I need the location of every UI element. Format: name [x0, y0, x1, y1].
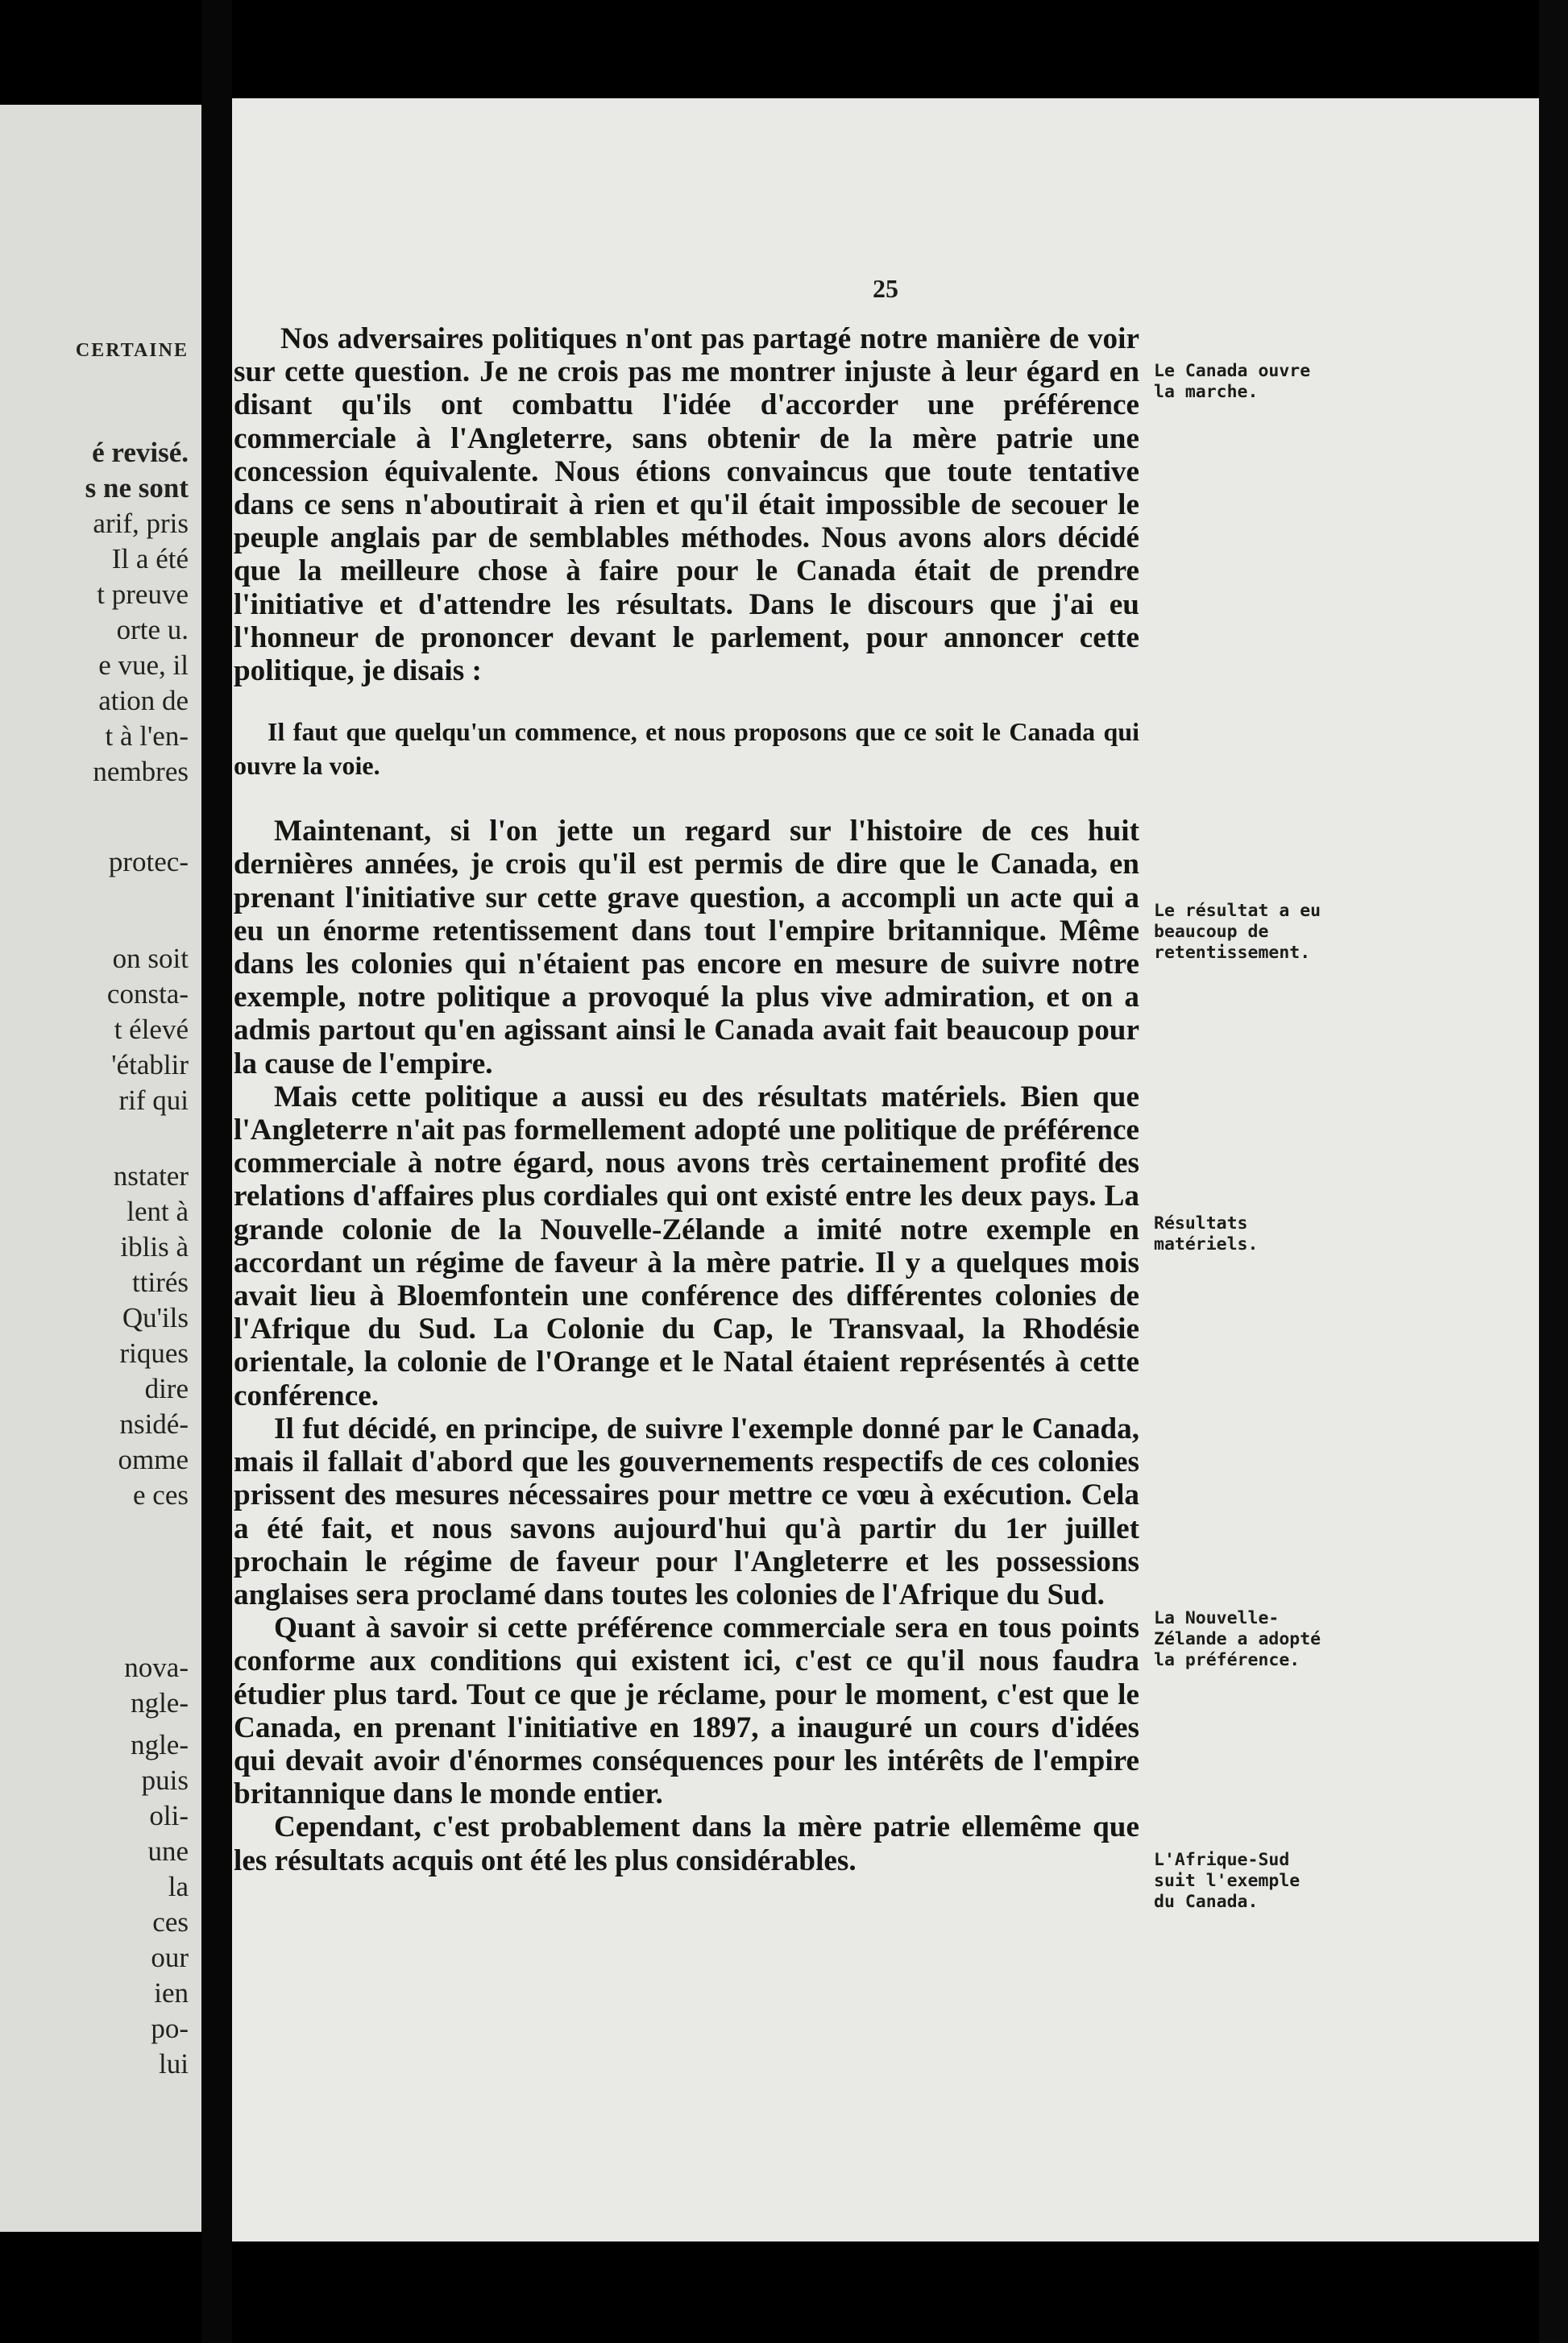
left-fragment: consta-	[106, 978, 189, 1010]
left-running-head: CERTAINE	[75, 340, 189, 361]
left-fragment: ngle-	[131, 1687, 189, 1719]
left-fragment: une	[147, 1835, 189, 1867]
margin-note: Le résultat a eu beaucoup de retentissement.	[1154, 901, 1321, 963]
left-page-text-column	[0, 105, 198, 2232]
margin-note: L'Afrique-Sud suit l'exemple du Canada.	[1154, 1850, 1300, 1912]
left-fragment: arif, pris	[93, 508, 189, 539]
left-fragment: dire	[144, 1373, 189, 1404]
left-fragment: on soit	[112, 943, 189, 974]
left-fragment: é revisé.	[92, 437, 189, 468]
margin-note: Le Canada ouvre la marche.	[1154, 361, 1311, 402]
body-paragraph: Il fut décidé, en principe, de suivre l'exemple donné par le Canada, mais il fallait d'abord que les gouvernements respectifs de ces colonies prissent des mesures nécessaires pour mettre ce vœu à exécution. Cela a été fait, et nous savons aujourd'hui qu'à partir du 1er juillet prochain le régime de faveur pour l'Angleterre et les possessions anglaises sera proclamé dans toutes les colonies de l'Afrique du Sud.	[234, 1412, 1139, 1611]
left-fragment: Qu'ils	[122, 1302, 189, 1333]
left-fragment: t élevé	[114, 1014, 189, 1045]
margin-note: Résultats matériels.	[1154, 1213, 1259, 1254]
left-fragment: t à l'en-	[105, 720, 189, 752]
left-fragment: 'établir	[111, 1049, 189, 1080]
left-fragment: ation de	[98, 685, 189, 716]
left-fragment: e ces	[133, 1479, 189, 1511]
left-fragment: omme	[118, 1444, 189, 1475]
left-page-fragment	[0, 105, 201, 2232]
left-fragment: lui	[159, 2048, 189, 2080]
left-fragment: la	[168, 1871, 189, 1902]
scan-right-edge	[1539, 0, 1568, 2343]
left-fragment: nstater	[113, 1160, 189, 1192]
left-fragment: s ne sont	[85, 472, 189, 504]
left-fragment: puis	[141, 1765, 189, 1796]
margin-note: La Nouvelle-Zélande a adopté la préférence.	[1154, 1608, 1321, 1670]
left-fragment: iblis à	[120, 1231, 189, 1263]
body-paragraph: Mais cette politique a aussi eu des résultats matériels. Bien que l'Angleterre n'ait pas formellement adopté une politique de préférence commerciale à notre égard, nous avons très certainement profité des relations d'affaires plus cordiales qui ont existé entre les deux pays. La grande colonie de la Nouvelle-Zélande a imité notre exemple en accordant un régime de faveur à la mère patrie. Il y a quelques mois avait lieu à Bloemfontein une conférence des différentes colonies de l'Afrique du Sud. La Colonie du Cap, le Transvaal, la Rhodésie orientale, la colonie de l'Orange et le Natal étaient représentés à cette conférence.	[234, 1080, 1139, 1412]
book-gutter	[201, 0, 232, 2343]
left-fragment: ttirés	[132, 1267, 189, 1298]
left-fragment: orte u.	[116, 614, 189, 645]
left-fragment: riques	[119, 1337, 189, 1369]
left-fragment: oli-	[149, 1800, 189, 1831]
left-fragment: e vue, il	[98, 649, 189, 681]
left-fragment: our	[151, 1942, 189, 1973]
left-fragment: nsidé-	[119, 1408, 189, 1440]
left-fragment: po-	[151, 2013, 189, 2044]
left-fragment: ngle-	[131, 1729, 189, 1760]
body-text	[234, 322, 1139, 1877]
left-fragment: nova-	[124, 1652, 189, 1683]
left-fragment: t preuve	[97, 578, 189, 610]
left-fragment: lent à	[127, 1196, 189, 1227]
body-paragraph: Cependant, c'est probablement dans la mère patrie ellemême que les résultats acquis ont été les plus considérables.	[234, 1810, 1139, 1877]
left-fragment: rif qui	[118, 1084, 189, 1116]
body-paragraph: Nos adversaires politiques n'ont pas partagé notre manière de voir sur cette question. Je ne crois pas me montrer injuste à leur égard en disant qu'ils ont combattu l'idée d'accorder une préférence commerciale à l'Angleterre, sans obtenir de la mère patrie une concession équivalente. Nous étions convaincus que toute tentative dans ce sens n'aboutirait à rien et qu'il était impossible de secouer le peuple anglais par de semblables méthodes. Nous avons alors décidé que la meilleure chose à faire pour le Canada était de prendre l'initiative et d'attendre les résultats. Dans le discours que j'ai eu l'honneur de prononcer devant le parlement, pour annoncer cette politique, je disais :	[234, 322, 1139, 688]
left-fragment: Il a été	[111, 543, 189, 574]
left-fragment: ien	[154, 1977, 189, 2009]
left-fragment: ces	[152, 1906, 189, 1938]
body-paragraph: Quant à savoir si cette préférence commerciale sera en tous points conforme aux conditions qui existent ici, c'est ce qu'il nous faudra étudier plus tard. Tout ce que je réclame, pour le moment, c'est que le Canada, en prenant l'initiative en 1897, a inauguré un cours d'idées qui devait avoir d'énormes conséquences pour les intérêts de l'empire britannique dans le monde entier.	[234, 1611, 1139, 1811]
page-number: 25	[873, 274, 898, 303]
block-quote: Il faut que quelqu'un commence, et nous proposons que ce soit le Canada qui ouvre la voie.	[234, 717, 1139, 781]
left-fragment: nembres	[93, 756, 189, 787]
body-paragraph: Maintenant, si l'on jette un regard sur l'histoire de ces huit dernières années, je crois qu'il est permis de dire que le Canada, en prenant l'initiative sur cette grave question, a accompli un acte qui a eu un énorme retentissement dans tout l'empire britannique. Même dans les colonies qui n'étaient pas encore en mesure de suivre notre exemple, notre politique a provoqué la plus vive admiration, et on a admis partout qu'en agissant ainsi le Canada avait fait beaucoup pour la cause de l'empire.	[234, 815, 1139, 1080]
left-fragment: protec-	[108, 846, 189, 877]
